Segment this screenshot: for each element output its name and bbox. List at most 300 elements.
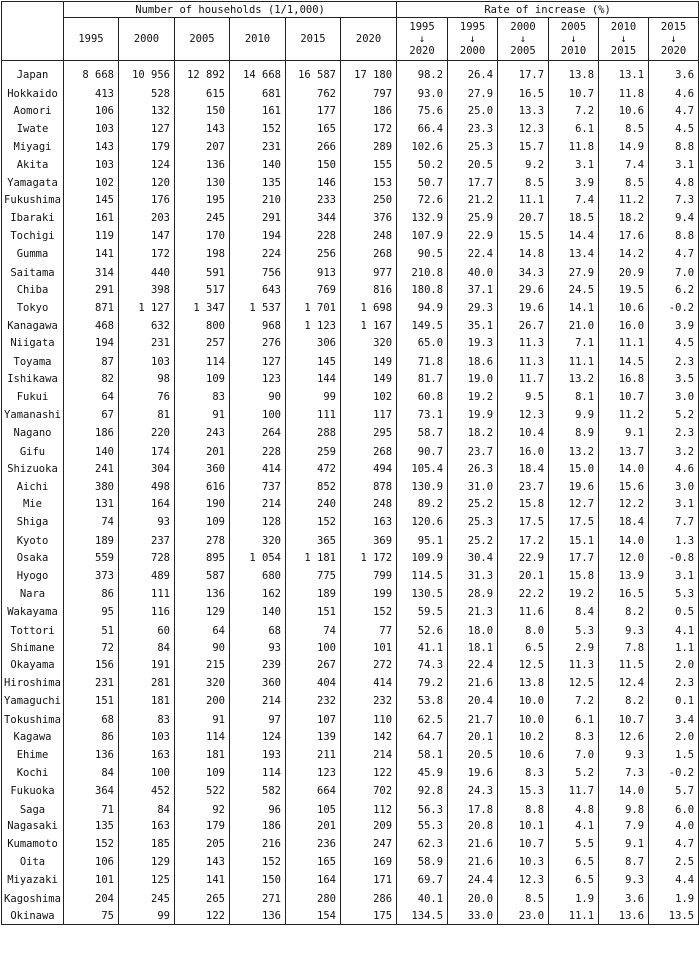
households-cell: 152 [230,853,286,871]
households-cell: 125 [119,871,175,889]
households-cell: 84 [119,639,175,657]
households-cell: 114 [230,764,286,782]
increase-rate-cell: 13.9 [599,567,649,585]
households-cell: 111 [286,406,341,424]
table-row [2,424,699,442]
households-cell: 320 [341,334,397,352]
increase-rate-cell: 40.0 [448,263,498,281]
increase-period-header [649,18,699,61]
households-cell: 163 [341,513,397,531]
increase-rate-cell: 130.5 [397,585,448,603]
increase-rate-cell: 25.3 [448,138,498,156]
increase-rate-cell: 8.2 [599,692,649,710]
households-cell: 489 [119,567,175,585]
increase-rate-cell: 20.1 [498,567,549,585]
households-cell: 913 [286,263,341,281]
households-cell: 90 [175,639,230,657]
households-cell: 186 [341,102,397,120]
increase-rate-cell: 19.6 [448,764,498,782]
region-name-cell: Fukushima [2,191,64,209]
households-cell: 702 [341,782,397,800]
increase-rate-cell: 2.3 [649,424,699,442]
increase-rate-cell: 11.7 [549,782,599,800]
increase-rate-cell: 7.8 [599,639,649,657]
households-table [1,1,699,925]
households-cell: 83 [175,388,230,406]
increase-rate-cell: 21.6 [448,853,498,871]
increase-rate-cell: 13.8 [498,674,549,692]
households-cell: 615 [175,84,230,102]
increase-rate-cell: 90.7 [397,442,448,460]
increase-rate-cell: 12.7 [549,495,599,513]
region-name-cell: Niigata [2,334,64,352]
households-cell: 816 [341,281,397,299]
region-name-cell: Gifu [2,442,64,460]
increase-rate-cell: 18.0 [448,621,498,639]
increase-rate-cell: 10.0 [498,710,549,728]
period-from: 2000 [510,21,536,33]
increase-rate-cell: 10.1 [498,818,549,836]
region-name-cell: Saitama [2,263,64,281]
region-name-cell: Nara [2,585,64,603]
table-row [2,639,699,657]
table-row [2,835,699,853]
period-to: 2020 [660,45,687,57]
households-cell: 248 [341,227,397,245]
increase-rate-cell: 11.8 [549,138,599,156]
down-arrow-icon: ↓ [670,33,677,45]
households-cell: 587 [175,567,230,585]
down-arrow-icon: ↓ [519,33,527,45]
down-arrow-icon: ↓ [418,33,426,45]
region-name-cell: Kagawa [2,728,64,746]
households-cell: 214 [341,746,397,764]
households-cell: 98 [119,370,175,388]
increase-rate-cell: 9.3 [599,871,649,889]
households-cell: 84 [64,764,119,782]
households-cell: 289 [341,138,397,156]
region-name-cell: Kanagawa [2,317,64,335]
increase-rate-cell: 9.4 [649,209,699,227]
increase-rate-cell: 180.8 [397,281,448,299]
increase-rate-cell: 31.3 [448,567,498,585]
table-row [2,657,699,675]
households-cell: 77 [341,621,397,639]
table-row [2,102,699,120]
households-cell: 364 [64,782,119,800]
increase-rate-cell: 15.8 [498,495,549,513]
increase-rate-cell: 11.5 [599,657,649,675]
households-cell: 155 [341,156,397,174]
table-body [2,61,699,925]
region-name-cell: Akita [2,156,64,174]
households-cell: 306 [286,334,341,352]
table-row [2,728,699,746]
households-cell: 116 [119,603,175,621]
households-cell: 110 [341,710,397,728]
increase-rate-cell: 98.2 [397,61,448,85]
table-row [2,352,699,370]
increase-rate-cell: 12.3 [498,406,549,424]
households-cell: 102 [64,173,119,191]
table-row [2,227,699,245]
increase-rate-cell: 6.1 [549,120,599,138]
increase-rate-cell: 12.0 [599,549,649,567]
households-cell: 195 [175,191,230,209]
households-cell: 107 [286,710,341,728]
households-year-header: 2010 [230,18,286,61]
households-cell: 582 [230,782,286,800]
households-cell: 977 [341,263,397,281]
period-to: 2020 [409,45,435,57]
households-cell: 1 537 [230,299,286,317]
region-name-cell: Okayama [2,657,64,675]
region-name-cell: Yamagata [2,173,64,191]
households-cell: 193 [230,746,286,764]
increase-rate-cell: 23.7 [448,442,498,460]
period-to: 2000 [459,45,486,57]
increase-rate-cell: 6.2 [649,281,699,299]
households-cell: 91 [175,710,230,728]
increase-rate-cell: 9.2 [498,156,549,174]
table-row [2,692,699,710]
households-year-header: 1995 [64,18,119,61]
households-cell: 265 [175,889,230,907]
households-cell: 185 [119,835,175,853]
households-cell: 268 [341,442,397,460]
increase-rate-cell: 1.5 [649,746,699,764]
households-cell: 680 [230,567,286,585]
households-cell: 181 [175,746,230,764]
households-cell: 616 [175,478,230,496]
increase-rate-cell: 7.4 [599,156,649,174]
increase-rate-cell: 17.6 [599,227,649,245]
down-arrow-icon: ↓ [620,33,627,45]
households-cell: 71 [64,800,119,818]
households-cell: 264 [230,424,286,442]
households-cell: 103 [64,156,119,174]
households-cell: 161 [64,209,119,227]
households-cell: 165 [286,120,341,138]
increase-rate-cell: 19.2 [448,388,498,406]
households-cell: 74 [286,621,341,639]
households-cell: 171 [341,871,397,889]
households-cell: 304 [119,460,175,478]
households-cell: 271 [230,889,286,907]
households-cell: 664 [286,782,341,800]
increase-rate-cell: 6.5 [498,639,549,657]
increase-rate-cell: 18.4 [498,460,549,478]
down-arrow-icon: ↓ [469,33,476,45]
increase-rate-cell: 5.3 [649,585,699,603]
region-name-cell: Tokyo [2,299,64,317]
increase-rate-cell: 14.4 [549,227,599,245]
increase-rate-cell: 3.5 [649,370,699,388]
households-cell: 643 [230,281,286,299]
increase-rate-cell: 69.7 [397,871,448,889]
table-row [2,173,699,191]
households-cell: 236 [286,835,341,853]
households-cell: 111 [119,585,175,603]
households-cell: 92 [175,800,230,818]
increase-rate-cell: 11.1 [599,334,649,352]
households-cell: 136 [230,907,286,925]
increase-rate-cell: 5.3 [549,621,599,639]
households-cell: 1 172 [341,549,397,567]
increase-rate-cell: 107.9 [397,227,448,245]
households-cell: 231 [64,674,119,692]
households-cell: 189 [64,531,119,549]
households-cell: 170 [175,227,230,245]
table-row [2,299,699,317]
increase-rate-cell: 56.3 [397,800,448,818]
households-cell: 769 [286,281,341,299]
increase-rate-cell: 7.3 [599,764,649,782]
region-name-cell: Nagano [2,424,64,442]
table-row [2,531,699,549]
increase-rate-cell: 18.2 [448,424,498,442]
households-cell: 797 [341,84,397,102]
increase-rate-cell: 9.9 [549,406,599,424]
period-from: 2015 [660,21,687,33]
households-cell: 172 [119,245,175,263]
increase-period-header [397,18,448,61]
increase-rate-cell: 22.4 [448,657,498,675]
region-name-cell: Ehime [2,746,64,764]
increase-rate-cell: 10.7 [599,388,649,406]
increase-rate-cell: 2.5 [649,853,699,871]
increase-rate-cell: 41.1 [397,639,448,657]
increase-rate-cell: 15.5 [498,227,549,245]
households-cell: 320 [175,674,230,692]
increase-rate-cell: 1.1 [649,639,699,657]
households-cell: 632 [119,317,175,335]
households-cell: 127 [230,352,286,370]
households-cell: 106 [64,853,119,871]
table-row [2,549,699,567]
households-cell: 163 [119,746,175,764]
households-cell: 194 [64,334,119,352]
increase-rate-cell: 30.4 [448,549,498,567]
increase-rate-cell: 58.1 [397,746,448,764]
increase-rate-cell: 210.8 [397,263,448,281]
region-name-cell: Kagoshima [2,889,64,907]
households-cell: 131 [64,495,119,513]
region-name-cell: Shiga [2,513,64,531]
households-cell: 257 [175,334,230,352]
households-cell: 64 [64,388,119,406]
households-year-header: 2005 [175,18,230,61]
households-year-header: 2000 [119,18,175,61]
region-name-cell: Iwate [2,120,64,138]
region-name-cell: Aichi [2,478,64,496]
increase-rate-cell: 25.2 [448,531,498,549]
increase-rate-cell: 7.1 [549,334,599,352]
increase-rate-cell: 7.3 [649,191,699,209]
increase-rate-cell: 79.2 [397,674,448,692]
increase-rate-cell: 90.5 [397,245,448,263]
increase-rate-cell: 21.2 [448,191,498,209]
increase-rate-cell: 4.1 [649,621,699,639]
table-row [2,567,699,585]
households-cell: 266 [286,138,341,156]
increase-rate-cell: 10.6 [599,299,649,317]
households-cell: 151 [286,603,341,621]
households-cell: 10 956 [119,61,175,85]
increase-rate-cell: 45.9 [397,764,448,782]
households-cell: 99 [119,907,175,925]
increase-rate-cell: 9.3 [599,621,649,639]
table-row [2,281,699,299]
increase-rate-cell: 10.6 [498,746,549,764]
households-cell: 100 [230,406,286,424]
households-cell: 201 [175,442,230,460]
households-cell: 1 698 [341,299,397,317]
increase-rate-cell: 3.9 [649,317,699,335]
table-row [2,800,699,818]
table-row [2,674,699,692]
households-cell: 194 [230,227,286,245]
households-cell: 231 [230,138,286,156]
increase-rate-cell: 17.7 [549,549,599,567]
households-cell: 522 [175,782,230,800]
region-name-cell: Nagasaki [2,818,64,836]
increase-rate-cell: 62.5 [397,710,448,728]
households-cell: 344 [286,209,341,227]
increase-rate-cell: 50.7 [397,173,448,191]
households-cell: 141 [64,245,119,263]
increase-rate-cell: 10.0 [498,692,549,710]
households-cell: 175 [341,907,397,925]
increase-rate-cell: 2.3 [649,352,699,370]
households-cell: 140 [230,603,286,621]
households-cell: 165 [286,853,341,871]
households-group-header: Number of households (1/1,000) [64,2,397,18]
households-cell: 129 [119,853,175,871]
households-cell: 64 [175,621,230,639]
households-cell: 205 [175,835,230,853]
households-cell: 1 181 [286,549,341,567]
region-name-cell: Miyagi [2,138,64,156]
increase-rate-cell: 72.6 [397,191,448,209]
increase-rate-cell: 25.3 [448,513,498,531]
increase-rate-cell: 5.7 [649,782,699,800]
households-cell: 360 [175,460,230,478]
increase-rate-cell: 4.1 [549,818,599,836]
households-cell: 681 [230,84,286,102]
table-row [2,191,699,209]
households-cell: 93 [230,639,286,657]
region-name-cell: Mie [2,495,64,513]
increase-rate-cell: 6.0 [649,800,699,818]
households-cell: 228 [286,227,341,245]
households-cell: 232 [286,692,341,710]
households-cell: 151 [64,692,119,710]
increase-rate-cell: 5.2 [549,764,599,782]
increase-rate-cell: 1.9 [649,889,699,907]
increase-rate-cell: 93.0 [397,84,448,102]
increase-rate-cell: 7.9 [599,818,649,836]
increase-rate-cell: 105.4 [397,460,448,478]
increase-rate-cell: 10.6 [599,102,649,120]
region-name-cell: Hokkaido [2,84,64,102]
increase-rate-cell: 3.1 [549,156,599,174]
increase-rate-cell: 3.1 [649,495,699,513]
households-cell: 114 [175,728,230,746]
increase-rate-cell: 8.8 [649,227,699,245]
increase-rate-cell: 34.3 [498,263,549,281]
households-cell: 156 [64,657,119,675]
period-from: 2005 [560,21,587,33]
households-cell: 164 [119,495,175,513]
increase-rate-cell: 25.2 [448,495,498,513]
increase-rate-cell: 5.5 [549,835,599,853]
increase-rate-cell: 11.2 [599,406,649,424]
increase-period-header [448,18,498,61]
increase-rate-cell: -0.2 [649,764,699,782]
households-cell: 239 [230,657,286,675]
increase-rate-cell: 81.7 [397,370,448,388]
households-cell: 413 [64,84,119,102]
households-cell: 191 [119,657,175,675]
region-name-cell: Japan [2,61,64,85]
increase-rate-cell: 16.5 [498,84,549,102]
households-cell: 259 [286,442,341,460]
households-cell: 376 [341,209,397,227]
households-cell: 109 [175,513,230,531]
households-cell: 60 [119,621,175,639]
increase-rate-cell: 19.6 [549,478,599,496]
households-cell: 216 [230,835,286,853]
increase-rate-cell: 18.5 [549,209,599,227]
households-cell: 124 [119,156,175,174]
increase-rate-cell: 10.2 [498,728,549,746]
increase-rate-cell: 3.6 [649,61,699,85]
table-header [2,2,699,61]
households-cell: 87 [64,352,119,370]
increase-rate-cell: 11.7 [498,370,549,388]
increase-rate-cell: 75.6 [397,102,448,120]
increase-rate-cell: 109.9 [397,549,448,567]
households-cell: 106 [64,102,119,120]
households-cell: 591 [175,263,230,281]
increase-rate-cell: 22.4 [448,245,498,263]
households-cell: 207 [175,138,230,156]
households-cell: 145 [64,191,119,209]
households-cell: 8 668 [64,61,119,85]
households-cell: 1 701 [286,299,341,317]
table-row [2,317,699,335]
increase-rate-cell: 16.0 [498,442,549,460]
increase-rate-cell: 13.3 [498,102,549,120]
increase-rate-cell: 130.9 [397,478,448,496]
increase-rate-cell: 12.5 [498,657,549,675]
increase-rate-cell: 8.5 [599,173,649,191]
increase-rate-cell: 4.5 [649,334,699,352]
households-cell: 276 [230,334,286,352]
increase-rate-cell: 3.1 [649,156,699,174]
increase-rate-cell: 71.8 [397,352,448,370]
region-name-cell: Aomori [2,102,64,120]
increase-rate-cell: 20.5 [448,746,498,764]
increase-rate-cell: 11.3 [498,334,549,352]
increase-group-header: Rate of increase (%) [397,2,699,18]
households-cell: 14 668 [230,61,286,85]
increase-rate-cell: 18.1 [448,639,498,657]
period-from: 1995 [409,21,435,33]
increase-rate-cell: 13.7 [599,442,649,460]
region-name-cell: Fukuoka [2,782,64,800]
